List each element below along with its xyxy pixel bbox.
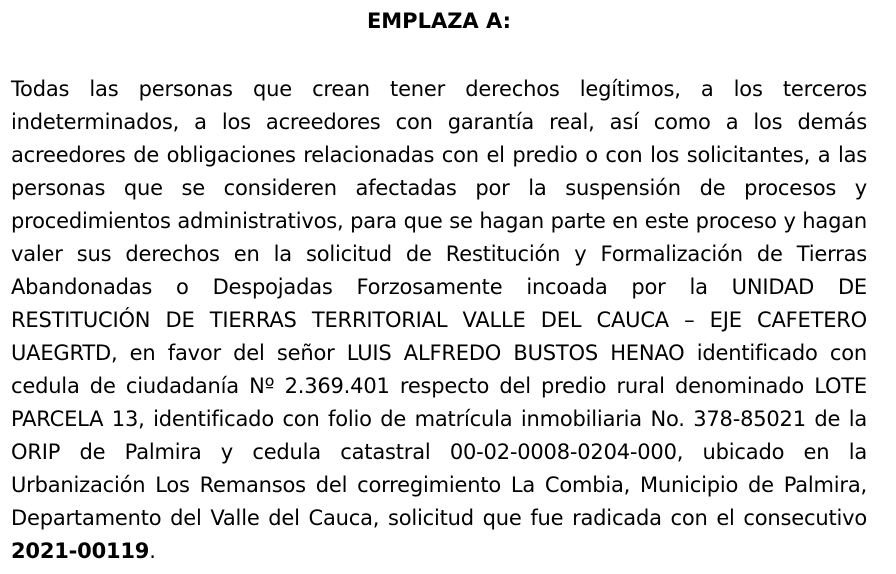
summons-paragraph: [11, 73, 867, 568]
summons-paragraph-text: Todas las personas que crean tener derechos legítimos, a los terceros indeterminados, a los acreedores con garantía real, así como a los demás acreedores de obligaciones relacionadas con el predio o con los solicitantes, a las personas que se consideren afectadas por la suspensión de procesos y procedimientos administrativos, para que se hagan parte en este proceso y hagan valer sus derechos en la solicitud de Restitución y Formalización de Tierras Abandonadas o Despojadas Forzosamente incoada por la UNIDAD DE RESTITUCIÓN DE TIERRAS TERRITORIAL VALLE DEL CAUCA – EJE CAFETERO UAEGRTD, en favor del señor LUIS ALFREDO BUSTOS HENAO identificado con cedula de ciudadanía Nº 2.369.401 respecto del predio rural denominado LOTE PARCELA 13, identificado con folio de matrícula inmobiliaria No. 378-85021 de la ORIP de Palmira y cedula catastral 00-02-0008-0204-000, ubicado en la Urbanización Los Remansos del corregimiento La Combia, Municipio de Palmira, Departamento del Valle del Cauca, solicitud que fue radicada con el consecutivo: [11, 77, 867, 530]
document-heading: EMPLAZA A:: [366, 9, 512, 33]
consecutive-number: 2021-00119: [11, 539, 150, 563]
paragraph-end-period: .: [149, 539, 156, 563]
